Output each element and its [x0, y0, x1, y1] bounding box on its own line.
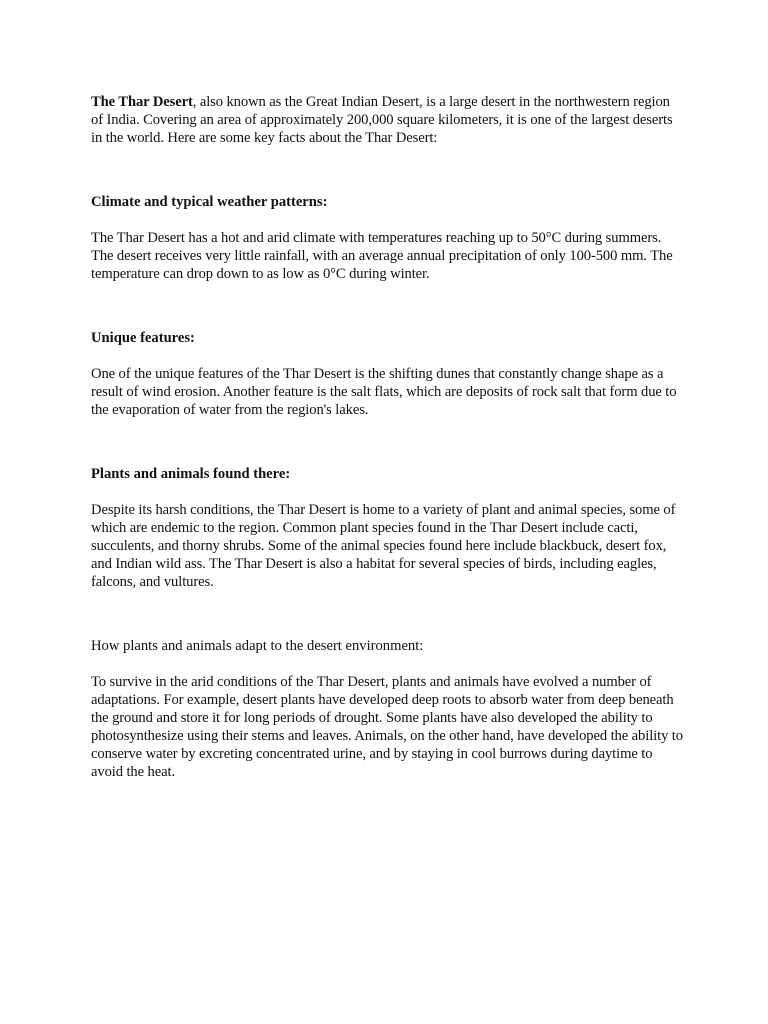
- climate-heading: Climate and typical weather patterns:: [91, 194, 328, 210]
- plants-animals-paragraph: Despite its harsh conditions, the Thar Desert is home to a variety of plant and animal species, some of which are endemic to the region. Common plant species found in the Thar Desert include cacti, succulents, and thorny shrubs. Some of the animal species found here include blackbuck, desert fox, and Indian wild ass. The Thar Desert is also a habitat for several species of birds, including eagles, falcons, and vultures.: [91, 502, 676, 590]
- intro-body-text: , also known as the Great Indian Desert, is a large desert in the northwestern region of India. Covering an area of approximately 200,000 square kilometers, it is one of the largest deserts in the world. Here are some key facts about the Thar Desert:: [91, 94, 673, 146]
- intro-paragraph: [91, 93, 683, 147]
- adaptation-heading: How plants and animals adapt to the desert environment:: [91, 638, 424, 654]
- adaptation-paragraph: To survive in the arid conditions of the Thar Desert, plants and animals have evolved a number of adaptations. For example, desert plants have developed deep roots to absorb water from deep beneath the ground and store it for long periods of drought. Some plants have also developed the ability to photosynthesize using their stems and leaves. Animals, on the other hand, have developed the ability to conserve water by excreting concentrated urine, and by staying in cool burrows during daytime to avoid the heat.: [91, 674, 683, 780]
- document-page: [91, 93, 683, 781]
- intro-lead-text: The Thar Desert: [91, 94, 193, 110]
- unique-features-paragraph: One of the unique features of the Thar Desert is the shifting dunes that constantly change shape as a result of wind erosion. Another feature is the salt flats, which are deposits of rock salt that form due to the evaporation of water from the region's lakes.: [91, 366, 677, 418]
- climate-paragraph: The Thar Desert has a hot and arid climate with temperatures reaching up to 50°C during summers. The desert receives very little rainfall, with an average annual precipitation of only 100-500 mm. The temperature can drop down to as low as 0°C during winter.: [91, 230, 673, 282]
- plants-animals-heading: Plants and animals found there:: [91, 466, 291, 482]
- unique-features-heading: Unique features:: [91, 330, 195, 346]
